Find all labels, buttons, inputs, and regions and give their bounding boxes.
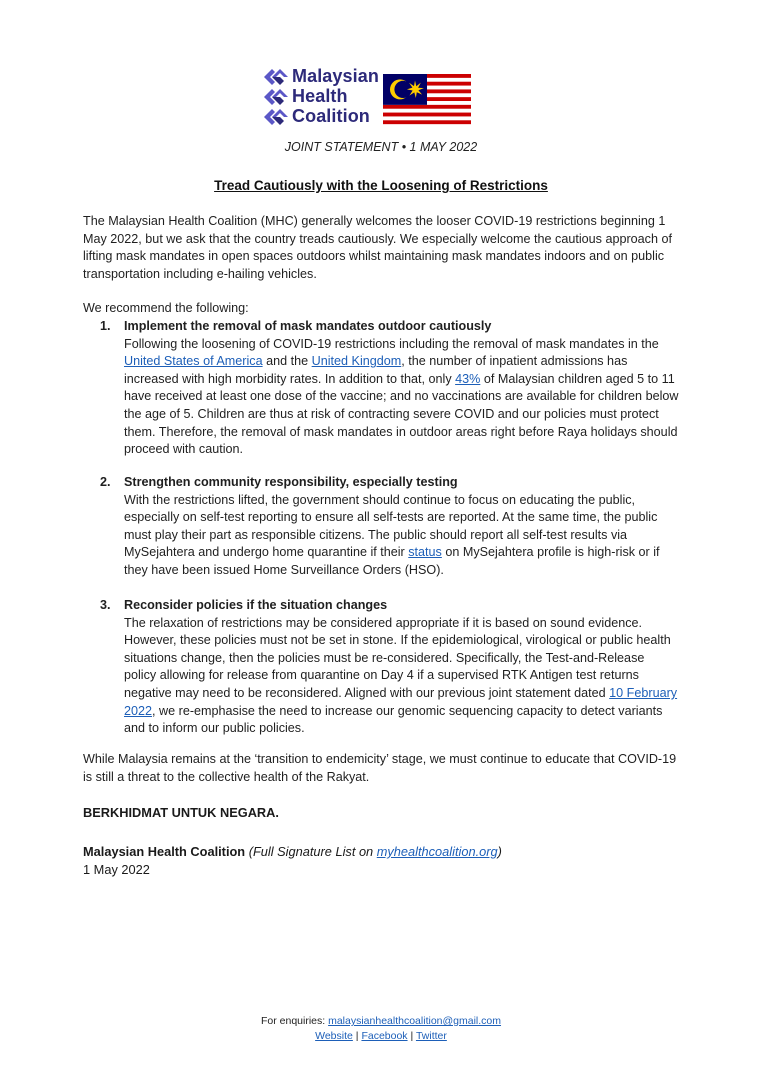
facebook-link[interactable]: Facebook	[361, 1030, 408, 1042]
signature-note: (Full Signature List on	[245, 844, 377, 859]
body-text: Following the loosening of COVID-19 restrictions including the removal of mask mandates in the	[124, 336, 659, 351]
chevron-stack-icon	[262, 66, 288, 128]
body-text: on MySejahtera profile is high-risk or if they have been issued Home Surveillance Orders (HSO).	[124, 545, 660, 577]
recommendation-number: 3.	[100, 598, 111, 612]
previous-statement-link[interactable]: 10 February 2022	[124, 685, 678, 718]
malaysia-flag-icon	[383, 74, 471, 128]
intro-paragraph: The Malaysian Health Coalition (MHC) generally welcomes the looser COVID-19 restrictions beginning 1 May 2022, but we ask that the country treads cautiously. We especially welcome the cautious approach of lifting mask mandates in open spaces outdoors whilst maintaining mask mandates indoors and on public transportation including e-hailing vehicles.	[83, 214, 672, 281]
recommendation-title: Implement the removal of mask mandates outdoor cautiously	[124, 319, 492, 333]
recommendation-title: Strengthen community responsibility, especially testing	[124, 475, 458, 489]
recommendation-body	[124, 492, 680, 580]
logo-word: Coalition	[292, 106, 370, 126]
recommendation-body	[124, 336, 680, 459]
website-link[interactable]: Website	[315, 1030, 353, 1042]
enquiries-label: For enquiries:	[260, 1015, 329, 1027]
signature-note-end: )	[497, 844, 502, 859]
recommendation-title: Reconsider policies if the situation changes	[124, 598, 388, 612]
body-text: , we re-emphasise the need to increase our genomic sequencing capacity to detect variants and to inform our public policies.	[124, 703, 663, 736]
recommendation-body	[124, 615, 680, 738]
email-link[interactable]: malaysianhealthcoalition@gmail.com	[328, 1015, 502, 1027]
body-text: With the restrictions lifted, the government should continue to focus on educating the public, especially on self-test reporting to ensure all self-tests are reported. At the same time, the public must play their part as responsible citizens. The public should report all self-test results via MySejahtera and undergo home quarantine if their	[124, 492, 658, 560]
recommendation-number: 2.	[100, 475, 111, 489]
uk-link[interactable]: United Kingdom	[311, 354, 402, 369]
signature-line	[83, 843, 502, 861]
recommend-intro: We recommend the following:	[83, 301, 249, 315]
body-text: and the	[262, 354, 312, 369]
footer-separator: |	[407, 1030, 416, 1042]
footer-separator: |	[352, 1030, 362, 1042]
statement-line: JOINT STATEMENT • 1 MAY 2022	[284, 140, 478, 154]
closing-paragraph: While Malaysia remains at the ‘transition to endemicity’ stage, we must continue to educate that COVID-19 is still a threat to the collective health of the Rakyat.	[83, 752, 677, 784]
footer-links	[0, 1029, 762, 1044]
usa-link[interactable]: United States of America	[124, 354, 263, 369]
footer	[0, 1014, 762, 1044]
signature-org: Malaysian Health Coalition	[83, 844, 246, 859]
motto: BERKHIDMAT UNTUK NEGARA.	[83, 805, 279, 820]
body-text: The relaxation of restrictions may be considered appropriate if it is based on sound evidence. However, these policies must not be set in stone. If the epidemiological, virological or public health situations change, then the policies must be re-considered. Specifically, the Test-and-Release policy allowing for release from quarantine on Day 4 if a supervised RTK Antigen test returns negative may need to be reconsidered. Aligned with our previous joint statement dated	[124, 615, 671, 700]
body-text: , the number of inpatient admissions has increased with high morbidity rates. In addition to that, only	[124, 354, 628, 386]
logo-word: Health	[292, 86, 348, 106]
signature-block	[83, 843, 502, 879]
logo-wordmark	[292, 66, 379, 126]
footer-enquiries	[0, 1014, 762, 1029]
vaccination-rate-link[interactable]: 43%	[455, 371, 481, 386]
status-link[interactable]: status	[408, 545, 442, 560]
body-text: of Malaysian children aged 5 to 11 have received at least one dose of the vaccine; and no vaccinations are available for children below the age of 5. Children are thus at risk of contracting severe COVID and our policies must protect them. Therefore, the removal of mask mandates in outdoor areas right before Raya holidays should proceed with caution.	[124, 371, 679, 457]
signature-list-link[interactable]: myhealthcoalition.org	[376, 844, 498, 859]
coalition-logo	[262, 66, 472, 128]
recommendation-number: 1.	[100, 319, 111, 333]
signature-date: 1 May 2022	[83, 862, 150, 877]
document-title: Tread Cautiously with the Loosening of Restrictions	[214, 178, 548, 193]
logo-word: Malaysian	[292, 66, 379, 86]
twitter-link[interactable]: Twitter	[415, 1030, 447, 1042]
